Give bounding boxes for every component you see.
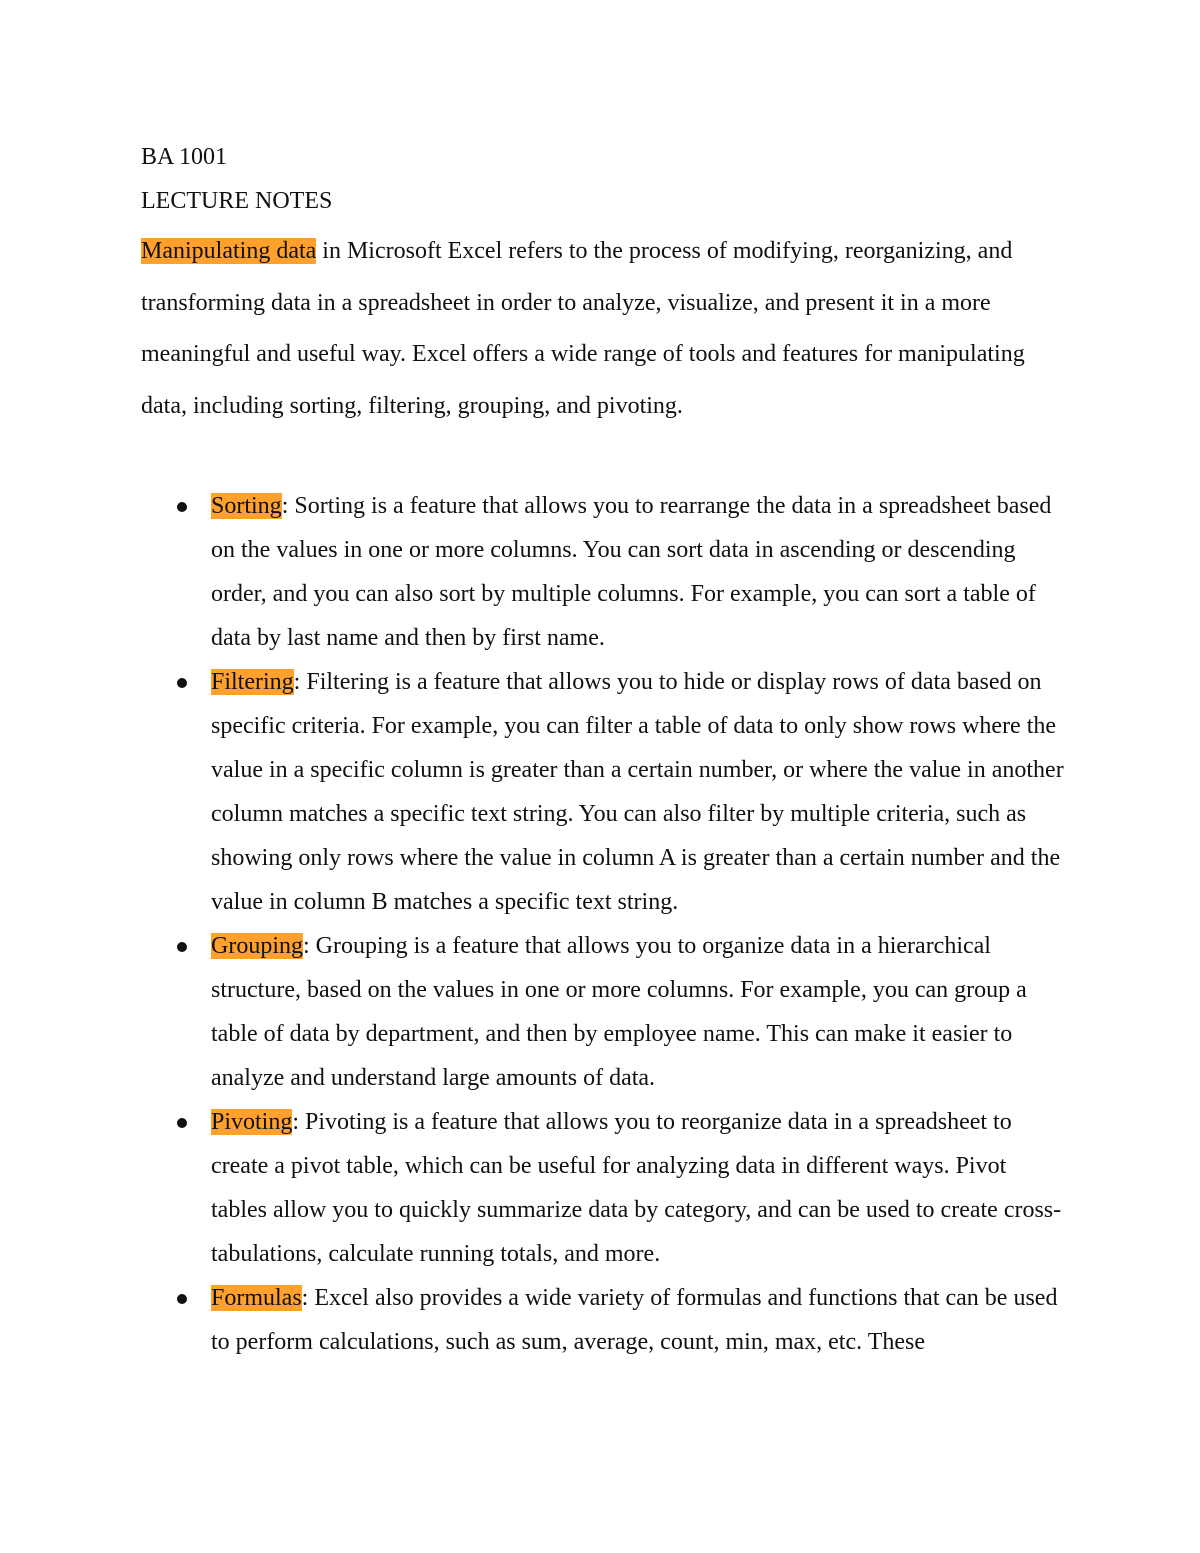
list-item-text: : Filtering is a feature that allows you to hide or display rows of data based on specific criteria. For example, you can filter a table of data to only show rows where the value in a specific column is greater than a certain number, or where the value in another column matches a specific text string. You can also filter by multiple criteria, such as showing only rows where the value in column A is greater than a certain number and the value in column B matches a specific text string. — [211, 669, 1064, 915]
list-item-term: Filtering — [211, 669, 294, 695]
list-item-sorting — [211, 484, 1066, 660]
list-item-term: Pivoting — [211, 1109, 293, 1135]
bullet-icon — [177, 502, 187, 512]
bullet-icon — [177, 1294, 187, 1304]
feature-list — [211, 484, 1066, 1364]
bullet-icon — [177, 942, 187, 952]
list-item-pivoting — [211, 1100, 1066, 1276]
intro-text: in Microsoft Excel refers to the process of modifying, reorganizing, and transforming data in a spreadsheet in order to analyze, visualize, and present it in a more meaningful and useful way. Excel offers a wide range of tools and features for manipulating data, including sorting, filtering, grouping, and pivoting. — [141, 238, 1025, 419]
course-code: BA 1001 — [141, 144, 228, 170]
list-item-term: Grouping — [211, 933, 303, 959]
intro-paragraph — [141, 226, 1046, 432]
intro-highlight-term: Manipulating data — [141, 238, 317, 264]
list-item-term: Formulas — [211, 1285, 302, 1311]
list-item-text: : Grouping is a feature that allows you to organize data in a hierarchical structure, based on the values in one or more columns. For example, you can group a table of data by department, and then by employee name. This can make it easier to analyze and understand large amounts of data. — [211, 933, 1027, 1091]
page-heading: LECTURE NOTES — [141, 188, 333, 214]
bullet-icon — [177, 1118, 187, 1128]
list-item-filtering — [211, 660, 1066, 924]
bullet-icon — [177, 678, 187, 688]
list-item-text: : Excel also provides a wide variety of formulas and functions that can be used to perform calculations, such as sum, average, count, min, max, etc. These — [211, 1285, 1058, 1355]
list-item-term: Sorting — [211, 493, 282, 519]
list-item-text: : Pivoting is a feature that allows you to reorganize data in a spreadsheet to create a pivot table, which can be useful for analyzing data in different ways. Pivot tables allow you to quickly summarize data by category, and can be used to create cross-tabulations, calculate running totals, and more. — [211, 1109, 1062, 1267]
list-item-text: : Sorting is a feature that allows you to rearrange the data in a spreadsheet based on the values in one or more columns. You can sort data in ascending or descending order, and you can also sort by multiple columns. For example, you can sort a table of data by last name and then by first name. — [211, 493, 1052, 651]
list-item-grouping — [211, 924, 1066, 1100]
list-item-formulas — [211, 1276, 1066, 1364]
